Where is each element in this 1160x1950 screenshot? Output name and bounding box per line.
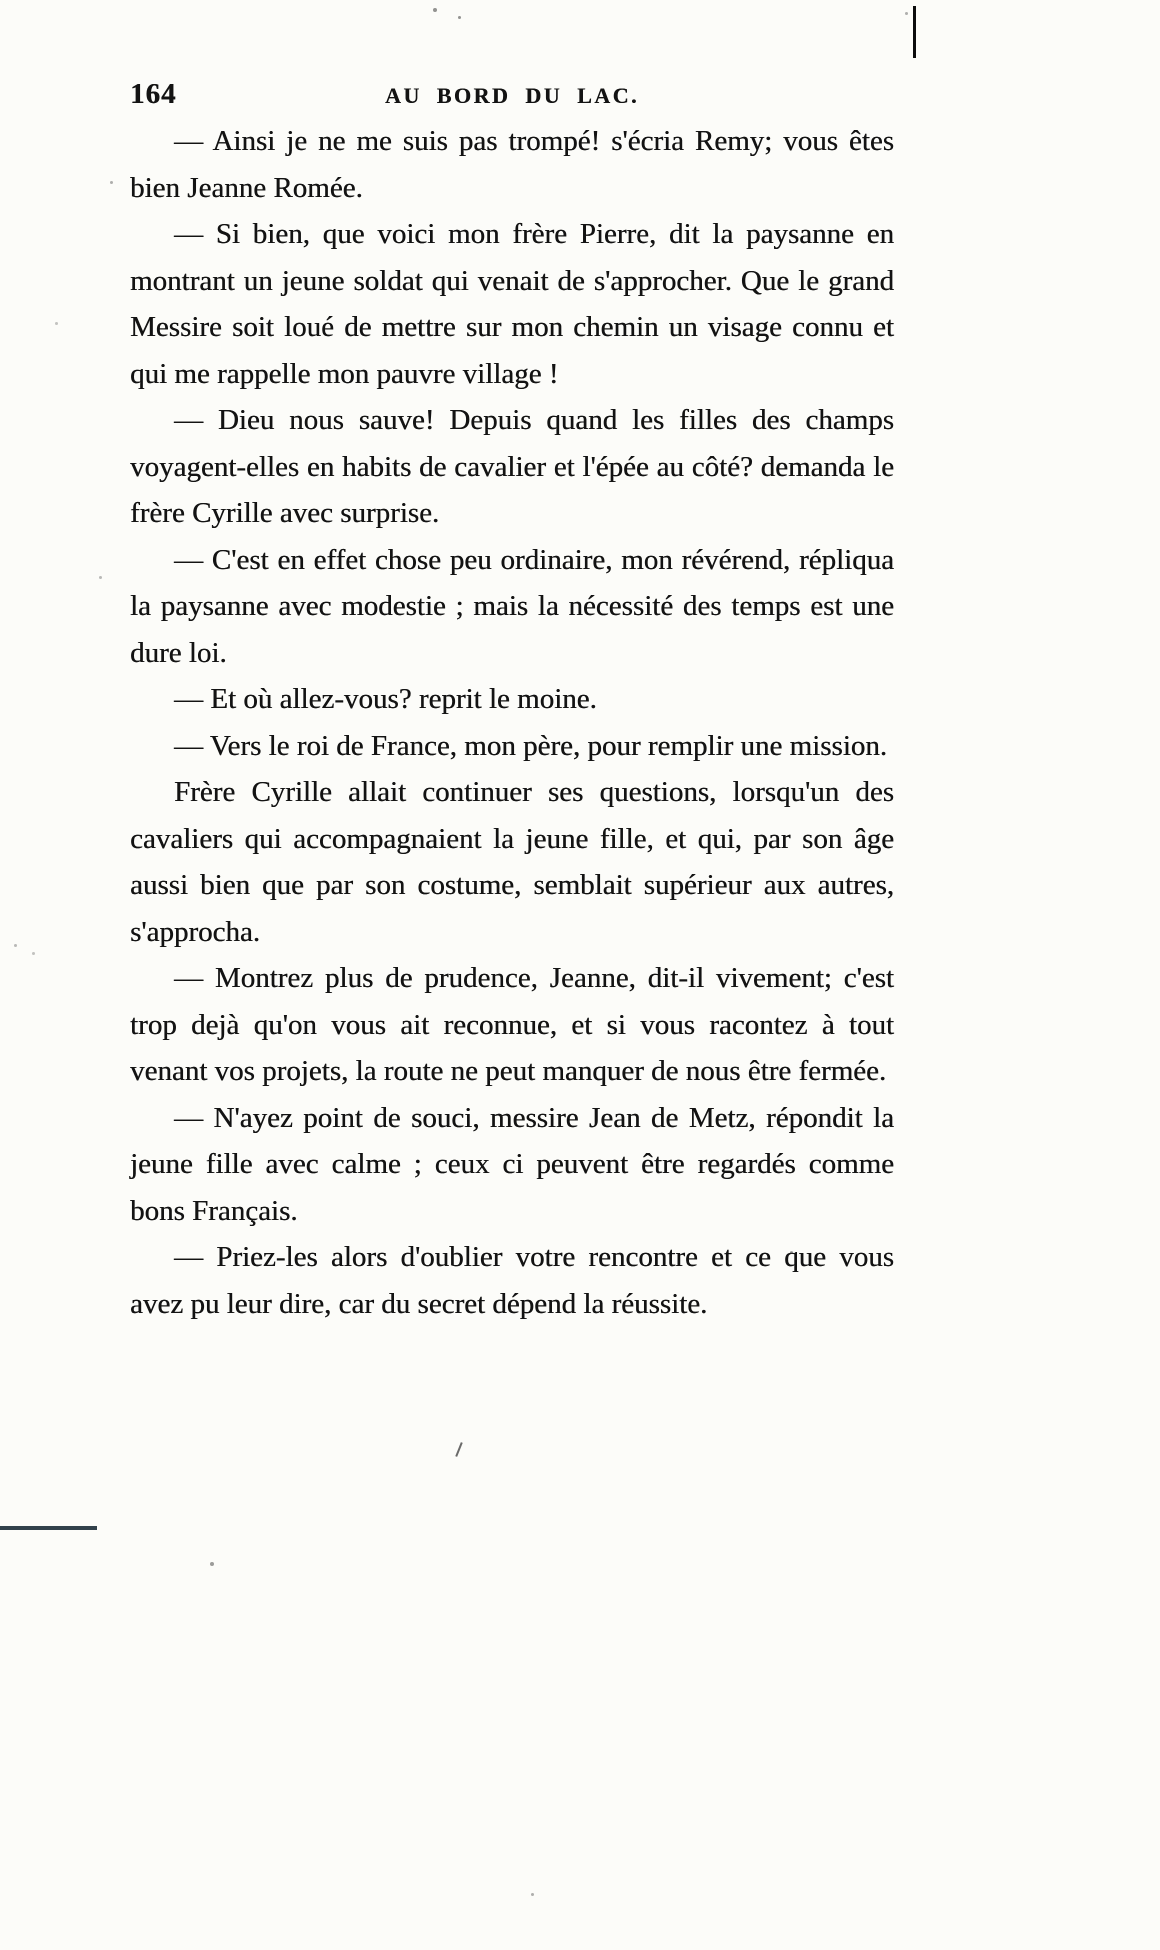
scan-artifact-slash [455, 1442, 462, 1457]
scan-speck [32, 952, 35, 955]
paragraph: — Si bien, que voici mon frère Pierre, dit la paysanne en montrant un jeune soldat qui venait de s'approcher. Que le grand Messire soit loué de mettre sur mon chemin un visage connu et qui me rappelle mon pauvre village ! [130, 218, 894, 390]
scan-speck [99, 576, 102, 579]
scan-speck [55, 322, 58, 325]
paragraph: — C'est en effet chose peu ordinaire, mon révérend, répliqua la paysanne avec modestie ; mais la nécessité des temps est une dure loi. [130, 543, 894, 669]
scan-speck [210, 1562, 214, 1566]
page-number: 164 [130, 78, 177, 110]
scan-speck [433, 8, 437, 12]
scan-speck [14, 944, 17, 947]
paragraph: — N'ayez point de souci, messire Jean de Metz, répondit la jeune fille avec calme ; ceux ci peuvent être regardés comme bons Français. [130, 1101, 894, 1227]
paragraph: — Vers le roi de France, mon père, pour remplir une mission. [174, 729, 888, 762]
running-title: AU BORD DU LAC. [384, 83, 640, 108]
paragraph: — Et où allez-vous? reprit le moine. [174, 683, 597, 715]
paragraph: — Dieu nous sauve! Depuis quand les filles des champs voyagent-elles en habits de cavalier et l'épée au côté? demanda le frère Cyrille avec surprise. [130, 404, 894, 529]
paragraph: — Priez-les alors d'oublier votre rencontre et ce que vous avez pu leur dire, car du secret dépend la réussite. [130, 1241, 894, 1320]
paragraph: — Montrez plus de prudence, Jeanne, dit-il vivement; c'est trop dejà qu'on vous ait reconnue, et si vous racontez à tout venant vos projets, la route ne peut manquer de nous être fermée. [130, 962, 894, 1087]
scan-speck [531, 1893, 534, 1896]
scan-artifact-vertical-line [913, 6, 916, 58]
paragraph: Frère Cyrille allait continuer ses questions, lorsqu'un des cavaliers qui accompagnaient la jeune fille, et qui, par son âge aussi bien que par son costume, semblait supérieur aux autres, s'approcha. [130, 776, 894, 948]
scan-speck [905, 12, 908, 15]
scan-artifact-horizontal-line [0, 1526, 97, 1530]
page-header [130, 78, 894, 118]
scan-speck [458, 16, 461, 19]
scan-speck [110, 181, 113, 184]
page-body [130, 118, 894, 1327]
paragraph: — Ainsi je ne me suis pas trompé! s'écria Remy; vous êtes bien Jeanne Romée. [130, 125, 894, 204]
